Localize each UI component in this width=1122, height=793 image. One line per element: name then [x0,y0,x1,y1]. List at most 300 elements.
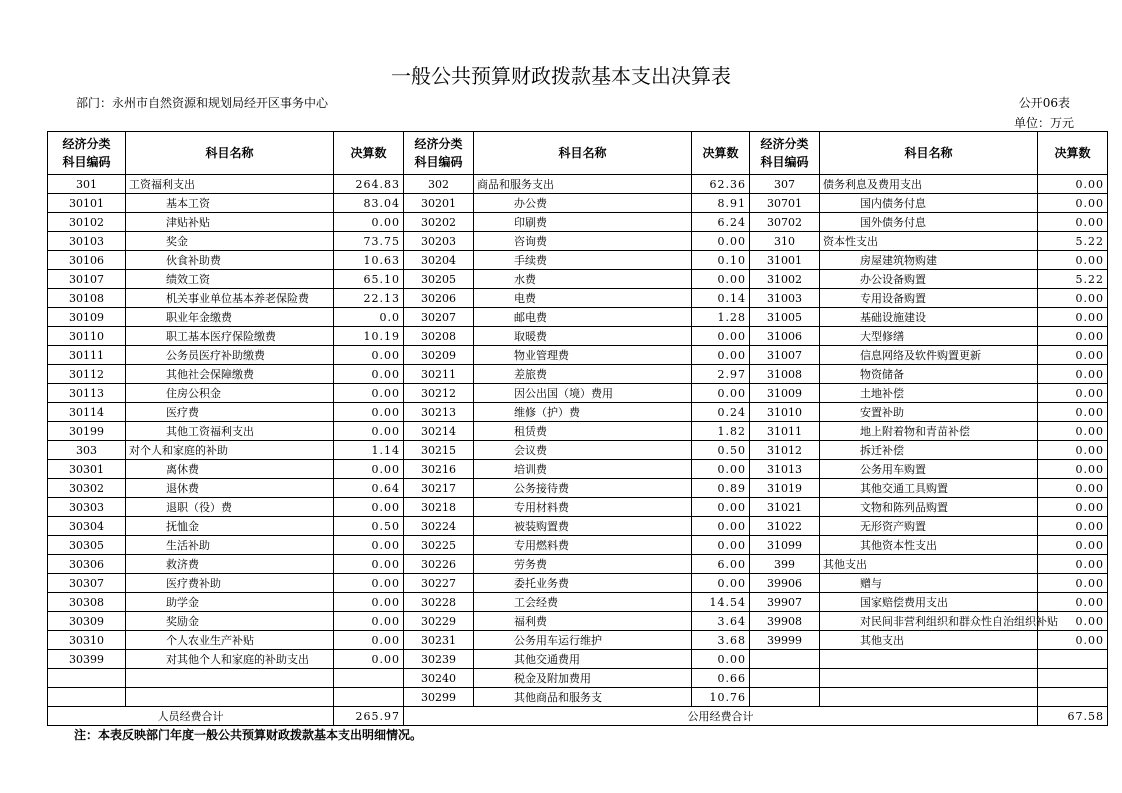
value-cell: 0.00 [692,327,750,346]
code-cell [48,688,126,707]
code-cell [750,688,820,707]
name-cell: 其他商品和服务支 [474,688,692,707]
name-cell: 福利费 [474,612,692,631]
code-cell: 31009 [750,384,820,403]
code-cell: 30112 [48,365,126,384]
code-cell: 30211 [404,365,474,384]
code-cell: 31011 [750,422,820,441]
value-cell [1038,688,1108,707]
value-cell: 0.00 [1038,460,1108,479]
code-cell: 30201 [404,194,474,213]
code-cell: 30215 [404,441,474,460]
code-cell [750,669,820,688]
name-cell: 取暖费 [474,327,692,346]
name-cell: 赠与 [820,574,1038,593]
code-cell: 30203 [404,232,474,251]
name-cell: 其他资本性支出 [820,536,1038,555]
name-cell: 维修（护）费 [474,403,692,422]
code-cell: 30227 [404,574,474,593]
name-cell: 生活补助 [126,536,334,555]
name-cell: 基本工资 [126,194,334,213]
name-cell: 津贴补贴 [126,213,334,232]
value-cell: 65.10 [334,270,404,289]
code-cell: 30306 [48,555,126,574]
code-cell: 30204 [404,251,474,270]
value-cell: 0.00 [1038,327,1108,346]
table-row [48,194,1108,213]
value-cell: 0.00 [1038,517,1108,536]
name-cell: 其他支出 [820,555,1038,574]
value-cell: 0.00 [1038,289,1108,308]
value-cell: 0.00 [1038,574,1108,593]
value-cell: 0.00 [1038,346,1108,365]
value-cell: 5.22 [1038,232,1108,251]
code-cell: 31002 [750,270,820,289]
value-cell: 0.89 [692,479,750,498]
code-cell: 30103 [48,232,126,251]
code-cell: 310 [750,232,820,251]
table-row [48,270,1108,289]
name-cell: 办公设备购置 [820,270,1038,289]
table-row [48,346,1108,365]
name-cell: 拆迁补偿 [820,441,1038,460]
name-cell: 基础设施建设 [820,308,1038,327]
value-cell: 0.00 [1038,555,1108,574]
value-cell: 0.00 [1038,441,1108,460]
name-cell: 专用设备购置 [820,289,1038,308]
name-cell: 专用材料费 [474,498,692,517]
name-cell [820,650,1038,669]
table-row [48,498,1108,517]
name-cell: 其他社会保障缴费 [126,365,334,384]
value-cell: 0.00 [692,517,750,536]
page-title: 一般公共预算财政拨款基本支出决算表 [391,64,731,88]
code-cell: 30108 [48,289,126,308]
code-cell: 30114 [48,403,126,422]
name-cell: 救济费 [126,555,334,574]
header-row [48,132,1108,175]
code-cell: 30701 [750,194,820,213]
code-cell: 30113 [48,384,126,403]
code-cell: 30101 [48,194,126,213]
value-cell [334,669,404,688]
code-cell: 30299 [404,688,474,707]
header-value-1: 决算数 [334,132,404,175]
table-row [48,232,1108,251]
name-cell: 债务利息及费用支出 [820,175,1038,194]
value-cell: 0.00 [334,365,404,384]
name-cell [820,688,1038,707]
public-total-value: 67.58 [1038,707,1108,726]
name-cell: 住房公积金 [126,384,334,403]
value-cell: 0.00 [1038,536,1108,555]
public-total-label: 公用经费合计 [404,707,1038,726]
code-cell: 31019 [750,479,820,498]
code-cell: 31006 [750,327,820,346]
value-cell: 5.22 [1038,270,1108,289]
value-cell: 0.00 [692,498,750,517]
name-cell: 房屋建筑物购建 [820,251,1038,270]
value-cell: 0.66 [692,669,750,688]
value-cell: 0.00 [1038,422,1108,441]
code-cell: 31099 [750,536,820,555]
name-cell: 培训费 [474,460,692,479]
code-cell: 31001 [750,251,820,270]
table-body [48,175,1108,707]
value-cell: 1.82 [692,422,750,441]
name-cell: 国内债务付息 [820,194,1038,213]
code-cell: 30106 [48,251,126,270]
code-cell: 30205 [404,270,474,289]
department-label: 部门：永州市自然资源和规划局经开区事务中心 [76,96,329,110]
code-cell: 30307 [48,574,126,593]
code-cell: 30305 [48,536,126,555]
value-cell: 0.00 [1038,194,1108,213]
code-cell: 30702 [750,213,820,232]
table-row [48,365,1108,384]
code-cell: 303 [48,441,126,460]
name-cell: 税金及附加费用 [474,669,692,688]
header-name-2: 科目名称 [474,132,692,175]
name-cell: 委托业务费 [474,574,692,593]
value-cell: 0.50 [334,517,404,536]
value-cell: 0.00 [334,593,404,612]
value-cell: 2.97 [692,365,750,384]
value-cell: 264.83 [334,175,404,194]
value-cell [1038,650,1108,669]
name-cell: 水费 [474,270,692,289]
name-cell: 物资储备 [820,365,1038,384]
value-cell: 0.00 [334,460,404,479]
code-cell: 307 [750,175,820,194]
code-cell: 31013 [750,460,820,479]
code-cell: 30304 [48,517,126,536]
table-row [48,517,1108,536]
value-cell: 0.14 [692,289,750,308]
name-cell: 土地补偿 [820,384,1038,403]
value-cell: 0.00 [334,498,404,517]
name-cell: 专用燃料费 [474,536,692,555]
value-cell: 22.13 [334,289,404,308]
code-cell: 30109 [48,308,126,327]
name-cell: 医疗费补助 [126,574,334,593]
name-cell: 退职（役）费 [126,498,334,517]
form-number: 公开06表 [1018,96,1070,110]
code-cell: 30111 [48,346,126,365]
table-row [48,441,1108,460]
name-cell: 对民间非营利组织和群众性自治组织补贴 [820,612,1038,631]
header-value-3: 决算数 [1038,132,1108,175]
name-cell: 公务员医疗补助缴费 [126,346,334,365]
value-cell: 0.00 [1038,479,1108,498]
name-cell: 安置补助 [820,403,1038,422]
value-cell: 83.04 [334,194,404,213]
value-cell: 0.00 [334,536,404,555]
name-cell: 无形资产购置 [820,517,1038,536]
name-cell: 奖励金 [126,612,334,631]
table-row [48,669,1108,688]
table-row [48,403,1108,422]
name-cell: 职业年金缴费 [126,308,334,327]
name-cell: 被装购置费 [474,517,692,536]
name-cell: 奖金 [126,232,334,251]
name-cell: 工会经费 [474,593,692,612]
code-cell: 30226 [404,555,474,574]
name-cell: 职工基本医疗保险缴费 [126,327,334,346]
table-row [48,213,1108,232]
name-cell: 印刷费 [474,213,692,232]
value-cell: 0.00 [1038,498,1108,517]
code-cell: 30107 [48,270,126,289]
header-code-2: 经济分类 科目编码 [404,132,474,175]
code-cell: 30199 [48,422,126,441]
value-cell: 0.00 [692,232,750,251]
name-cell [126,688,334,707]
code-cell: 30102 [48,213,126,232]
code-cell: 30214 [404,422,474,441]
value-cell: 0.00 [334,612,404,631]
code-cell: 30208 [404,327,474,346]
value-cell: 73.75 [334,232,404,251]
value-cell: 0.00 [334,422,404,441]
header-code-3: 经济分类 科目编码 [750,132,820,175]
code-cell [48,669,126,688]
name-cell: 伙食补助费 [126,251,334,270]
header-code-1: 经济分类 科目编码 [48,132,126,175]
value-cell: 0.00 [1038,213,1108,232]
personnel-total-value: 265.97 [334,707,404,726]
value-cell: 1.14 [334,441,404,460]
name-cell: 其他交通工具购置 [820,479,1038,498]
name-cell: 劳务费 [474,555,692,574]
name-cell: 咨询费 [474,232,692,251]
code-cell: 30217 [404,479,474,498]
table-row [48,308,1108,327]
value-cell: 0.00 [1038,612,1108,631]
code-cell: 30225 [404,536,474,555]
name-cell: 公务接待费 [474,479,692,498]
table-row [48,574,1108,593]
code-cell: 30301 [48,460,126,479]
header-value-2: 决算数 [692,132,750,175]
code-cell: 31021 [750,498,820,517]
code-cell: 39906 [750,574,820,593]
code-cell: 30224 [404,517,474,536]
name-cell: 个人农业生产补贴 [126,631,334,650]
name-cell: 文物和陈列品购置 [820,498,1038,517]
code-cell: 31008 [750,365,820,384]
name-cell: 信息网络及软件购置更新 [820,346,1038,365]
name-cell: 国家赔偿费用支出 [820,593,1038,612]
code-cell: 31012 [750,441,820,460]
table-row [48,479,1108,498]
value-cell: 0.00 [1038,365,1108,384]
value-cell: 0.00 [334,403,404,422]
name-cell: 其他支出 [820,631,1038,650]
value-cell: 0.00 [1038,175,1108,194]
table-row [48,460,1108,479]
code-cell [750,650,820,669]
code-cell: 31007 [750,346,820,365]
value-cell: 0.00 [692,536,750,555]
value-cell: 0.00 [692,384,750,403]
value-cell: 62.36 [692,175,750,194]
code-cell: 30228 [404,593,474,612]
code-cell: 30207 [404,308,474,327]
name-cell: 助学金 [126,593,334,612]
name-cell: 差旅费 [474,365,692,384]
code-cell: 30309 [48,612,126,631]
name-cell: 因公出国（境）费用 [474,384,692,403]
code-cell: 302 [404,175,474,194]
code-cell: 39907 [750,593,820,612]
name-cell: 其他交通费用 [474,650,692,669]
code-cell: 31003 [750,289,820,308]
name-cell: 会议费 [474,441,692,460]
value-cell: 10.19 [334,327,404,346]
value-cell: 0.64 [334,479,404,498]
value-cell: 0.00 [334,346,404,365]
value-cell: 0.00 [692,270,750,289]
header-name-3: 科目名称 [820,132,1038,175]
name-cell: 绩效工资 [126,270,334,289]
value-cell: 0.10 [692,251,750,270]
value-cell: 0.0 [334,308,404,327]
code-cell: 399 [750,555,820,574]
value-cell: 6.00 [692,555,750,574]
name-cell [820,669,1038,688]
totals-row [48,707,1108,726]
name-cell: 其他工资福利支出 [126,422,334,441]
code-cell: 30310 [48,631,126,650]
name-cell: 租赁费 [474,422,692,441]
name-cell [126,669,334,688]
table-row [48,612,1108,631]
value-cell: 3.68 [692,631,750,650]
value-cell: 0.00 [1038,631,1108,650]
code-cell: 30218 [404,498,474,517]
expenditure-table [47,131,1108,726]
code-cell: 31010 [750,403,820,422]
value-cell [334,688,404,707]
unit-label: 单位：万元 [1013,116,1074,130]
table-row [48,175,1108,194]
footnote: 注：本表反映部门年度一般公共预算财政拨款基本支出明细情况。 [74,728,423,742]
header-name-1: 科目名称 [126,132,334,175]
name-cell: 物业管理费 [474,346,692,365]
table-row [48,555,1108,574]
value-cell: 0.00 [692,346,750,365]
table-row [48,631,1108,650]
name-cell: 地上附着物和青苗补偿 [820,422,1038,441]
code-cell: 30240 [404,669,474,688]
value-cell: 0.00 [1038,384,1108,403]
name-cell: 工资福利支出 [126,175,334,194]
name-cell: 邮电费 [474,308,692,327]
name-cell: 对个人和家庭的补助 [126,441,334,460]
code-cell: 30302 [48,479,126,498]
code-cell: 30213 [404,403,474,422]
table-row [48,384,1108,403]
code-cell: 30308 [48,593,126,612]
table-row [48,650,1108,669]
code-cell: 30216 [404,460,474,479]
value-cell: 0.00 [334,384,404,403]
value-cell: 0.00 [334,650,404,669]
code-cell: 30229 [404,612,474,631]
value-cell: 10.76 [692,688,750,707]
value-cell [1038,669,1108,688]
value-cell: 0.50 [692,441,750,460]
name-cell: 抚恤金 [126,517,334,536]
table-row [48,593,1108,612]
name-cell: 办公费 [474,194,692,213]
value-cell: 0.00 [334,555,404,574]
table-row [48,327,1108,346]
value-cell: 0.00 [1038,251,1108,270]
value-cell: 6.24 [692,213,750,232]
value-cell: 0.00 [334,574,404,593]
name-cell: 机关事业单位基本养老保险费 [126,289,334,308]
code-cell: 31022 [750,517,820,536]
value-cell: 14.54 [692,593,750,612]
code-cell: 30110 [48,327,126,346]
value-cell: 0.00 [334,213,404,232]
name-cell: 国外债务付息 [820,213,1038,232]
name-cell: 公务用车运行维护 [474,631,692,650]
personnel-total-label: 人员经费合计 [48,707,334,726]
value-cell: 3.64 [692,612,750,631]
value-cell: 0.00 [334,631,404,650]
code-cell: 30202 [404,213,474,232]
name-cell: 公务用车购置 [820,460,1038,479]
value-cell: 8.91 [692,194,750,213]
code-cell: 30209 [404,346,474,365]
code-cell: 301 [48,175,126,194]
name-cell: 退休费 [126,479,334,498]
value-cell: 0.00 [692,574,750,593]
value-cell: 1.28 [692,308,750,327]
name-cell: 大型修缮 [820,327,1038,346]
value-cell: 10.63 [334,251,404,270]
name-cell: 资本性支出 [820,232,1038,251]
value-cell: 0.00 [1038,593,1108,612]
table-row [48,688,1108,707]
table-row [48,289,1108,308]
table-row [48,536,1108,555]
value-cell: 0.00 [692,460,750,479]
table-row [48,422,1108,441]
name-cell: 商品和服务支出 [474,175,692,194]
name-cell: 对其他个人和家庭的补助支出 [126,650,334,669]
value-cell: 0.00 [692,650,750,669]
code-cell: 39908 [750,612,820,631]
code-cell: 30212 [404,384,474,403]
code-cell: 30231 [404,631,474,650]
name-cell: 手续费 [474,251,692,270]
code-cell: 39999 [750,631,820,650]
value-cell: 0.24 [692,403,750,422]
code-cell: 30303 [48,498,126,517]
value-cell: 0.00 [1038,403,1108,422]
table-row [48,251,1108,270]
code-cell: 30399 [48,650,126,669]
code-cell: 30206 [404,289,474,308]
name-cell: 医疗费 [126,403,334,422]
code-cell: 31005 [750,308,820,327]
value-cell: 0.00 [1038,308,1108,327]
name-cell: 电费 [474,289,692,308]
